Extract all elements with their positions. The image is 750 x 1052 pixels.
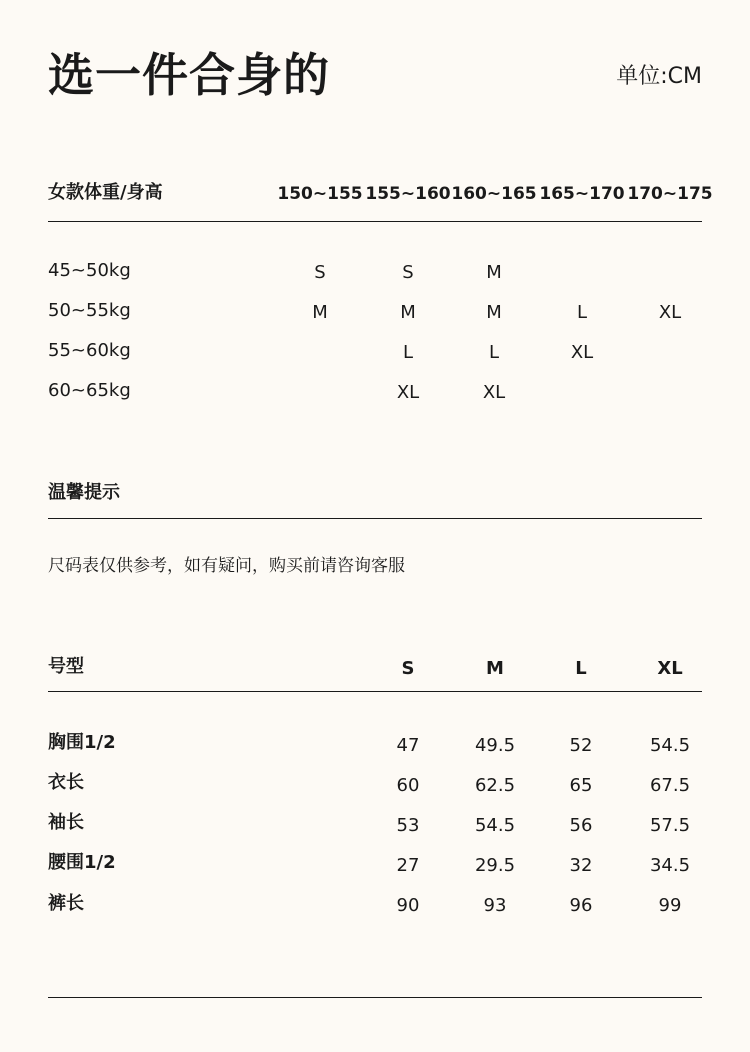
- measurement-cell: 93: [483, 895, 507, 916]
- measurement-cell: 60: [396, 775, 420, 796]
- size-cell: M: [400, 302, 416, 323]
- measurement-cell: 47: [396, 735, 420, 756]
- size-cell: S: [314, 262, 326, 283]
- size-cell: M: [486, 302, 502, 323]
- weight-row-label: 50~55kg: [48, 300, 131, 321]
- page-title: 选一件合身的: [48, 48, 330, 102]
- size-cell: XL: [482, 382, 506, 403]
- size-column-header: S: [401, 658, 415, 679]
- bottom-divider: [48, 997, 702, 998]
- size-cell: L: [576, 302, 588, 323]
- tips-text: 尺码表仅供参考，如有疑问，购买前请咨询客服: [48, 556, 405, 576]
- divider: [48, 518, 702, 519]
- divider: [48, 691, 702, 692]
- size-column-header: L: [575, 658, 587, 679]
- unit-label: 单位:CM: [616, 64, 702, 89]
- measurement-cell: 27: [396, 855, 420, 876]
- height-column-header: 160~165: [451, 184, 537, 204]
- measurement-cell: 29.5: [474, 855, 516, 876]
- size-cell: XL: [570, 342, 594, 363]
- measurement-cell: 57.5: [649, 815, 691, 836]
- measurement-row-label: 胸围1/2: [48, 732, 116, 753]
- measurement-row-label: 裤长: [48, 893, 84, 914]
- measurement-cell: 53: [396, 815, 420, 836]
- weight-row-label: 60~65kg: [48, 380, 131, 401]
- measurement-cell: 67.5: [649, 775, 691, 796]
- measurement-cell: 54.5: [474, 815, 516, 836]
- size-cell: S: [402, 262, 414, 283]
- measurement-cell: 49.5: [474, 735, 516, 756]
- height-column-header: 155~160: [365, 184, 451, 204]
- weight-row-label: 45~50kg: [48, 260, 131, 281]
- tips-heading: 温馨提示: [48, 482, 120, 503]
- height-column-header: 170~175: [627, 184, 713, 204]
- measurement-cell: 62.5: [474, 775, 516, 796]
- measurement-cell: 56: [569, 815, 593, 836]
- measurement-cell: 52: [569, 735, 593, 756]
- measurement-cell: 99: [658, 895, 682, 916]
- size-cell: XL: [658, 302, 682, 323]
- divider: [48, 221, 702, 222]
- measurement-header: 号型: [48, 656, 84, 677]
- size-cell: XL: [396, 382, 420, 403]
- measurement-row-label: 衣长: [48, 772, 84, 793]
- measurement-cell: 32: [569, 855, 593, 876]
- size-cell: M: [312, 302, 328, 323]
- size-column-header: M: [486, 658, 504, 679]
- measurement-row-label: 腰围1/2: [48, 852, 116, 873]
- height-column-header: 165~170: [539, 184, 625, 204]
- measurement-cell: 90: [396, 895, 420, 916]
- measurement-cell: 34.5: [649, 855, 691, 876]
- measurement-cell: 96: [569, 895, 593, 916]
- size-cell: L: [488, 342, 500, 363]
- measurement-cell: 54.5: [649, 735, 691, 756]
- height-column-header: 150~155: [277, 184, 363, 204]
- size-column-header: XL: [657, 658, 683, 679]
- size-cell: M: [486, 262, 502, 283]
- size-guide-header: 女款体重/身高: [48, 182, 163, 203]
- measurement-cell: 65: [569, 775, 593, 796]
- size-cell: L: [402, 342, 414, 363]
- measurement-row-label: 袖长: [48, 812, 84, 833]
- weight-row-label: 55~60kg: [48, 340, 131, 361]
